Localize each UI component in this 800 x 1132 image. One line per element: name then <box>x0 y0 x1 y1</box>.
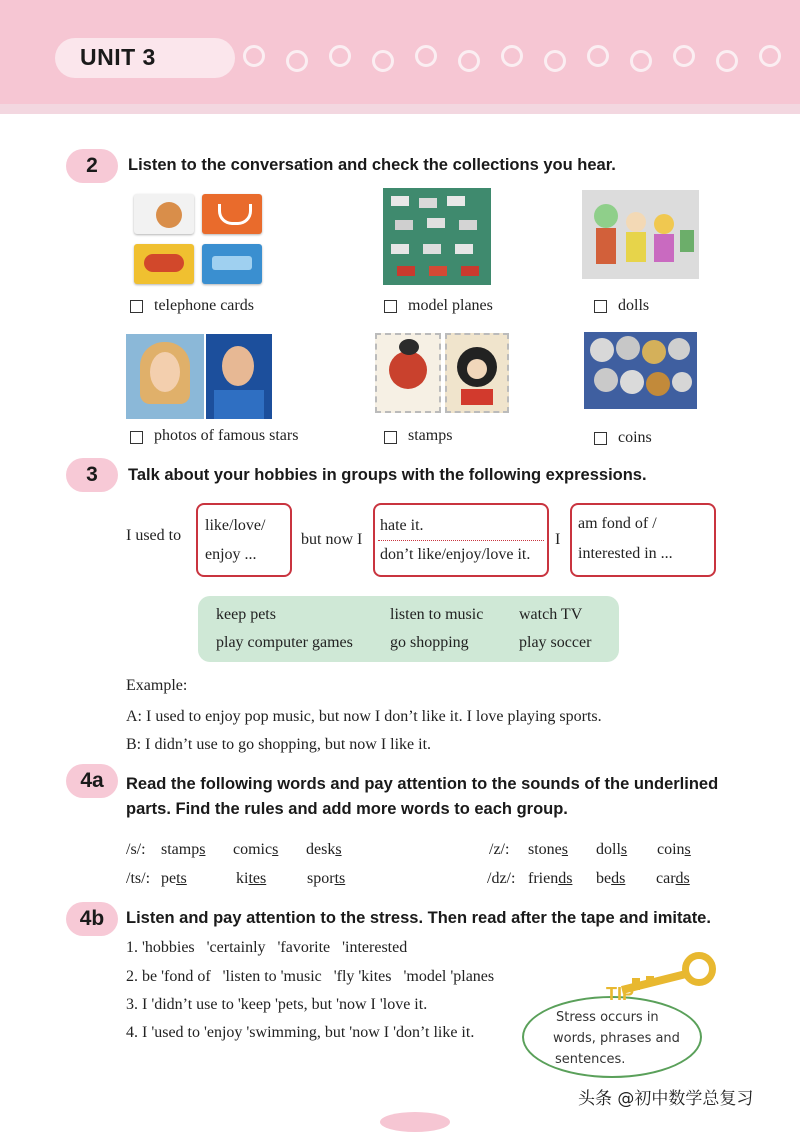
model-planes-image <box>383 188 491 285</box>
section-number-3: 3 <box>66 458 118 492</box>
tip-line-3: sentences. <box>555 1052 626 1067</box>
underlined-ending: s <box>199 841 206 858</box>
s-word <box>161 841 205 859</box>
tip-line-1: Stress occurs in <box>556 1010 659 1025</box>
ring-decoration <box>501 45 523 67</box>
section-3-title: Talk about your hobbies in groups with the following expressions. <box>128 466 647 484</box>
telephone-cards-label: telephone cards <box>154 297 254 314</box>
box2-line2: don’t like/enjoy/love it. <box>380 546 531 563</box>
box2-line1: hate it. <box>380 517 424 534</box>
dolls-image <box>582 190 699 279</box>
ts-word <box>161 870 187 888</box>
word-stem: frien <box>528 870 559 887</box>
underlined-ending: ts <box>176 870 187 887</box>
telephone-cards-image <box>134 194 264 286</box>
dz-sound-label: /dz/: <box>487 870 516 887</box>
word-stem: car <box>656 870 676 887</box>
ring-decoration <box>630 50 652 72</box>
activity-item: play soccer <box>519 634 592 651</box>
example-b: B: I didn’t use to go shopping, but now I like it. <box>126 736 432 753</box>
section-4b-title: Listen and pay attention to the stress. Then read after the tape and imitate. <box>126 909 711 927</box>
z-sound-label: /z/: <box>489 841 510 858</box>
stress-line-2: 2. be 'fond of 'listen to 'music 'fly 'kites 'model 'planes <box>126 968 495 985</box>
underlined-ending: s <box>561 841 569 858</box>
model-planes-checkbox[interactable] <box>384 300 397 313</box>
unit-title: UNIT 3 <box>80 44 156 70</box>
section-4a-title-line2: parts. Find the rules and add more words to each group. <box>126 800 568 818</box>
header-stripe <box>0 104 800 114</box>
activity-item: listen to music <box>390 606 484 623</box>
example-label: Example: <box>126 677 188 694</box>
dz-word <box>528 870 572 888</box>
word-stem: ki <box>236 870 249 887</box>
underlined-ending: ts <box>334 870 346 887</box>
word-stem: comic <box>233 841 273 858</box>
famous-stars-photos-image <box>126 334 272 419</box>
s-sound-label: /s/: <box>126 841 146 858</box>
underlined-ending: s <box>272 841 279 858</box>
but-now-text: but now I <box>301 531 363 548</box>
box1-line1: like/love/ <box>205 517 266 534</box>
dz-word <box>656 870 690 888</box>
word-stem: stone <box>528 841 562 858</box>
section-number-4a: 4a <box>66 764 118 798</box>
underlined-ending: ds <box>675 870 690 887</box>
section-2-title: Listen to the conversation and check the collections you hear. <box>128 156 616 174</box>
z-word <box>657 841 691 859</box>
ring-decoration <box>544 50 566 72</box>
ring-decoration <box>673 45 695 67</box>
stamps-image <box>375 333 509 413</box>
telephone-cards-checkbox[interactable] <box>130 300 143 313</box>
section-4a-title-line1: Read the following words and pay attention to the sounds of the underlined <box>126 775 719 793</box>
ring-decoration <box>329 45 351 67</box>
dolls-checkbox[interactable] <box>594 300 607 313</box>
example-a: A: I used to enjoy pop music, but now I don’t like it. I love playing sports. <box>126 708 602 725</box>
word-stem: be <box>596 870 612 887</box>
ts-word <box>307 870 345 888</box>
ts-word <box>236 870 266 888</box>
ring-decoration <box>458 50 480 72</box>
tip-label: TIP <box>606 984 635 1004</box>
ring-decoration <box>372 50 394 72</box>
stamps-checkbox[interactable] <box>384 431 397 444</box>
famous-stars-label: photos of famous stars <box>154 427 299 444</box>
s-word <box>233 841 278 859</box>
underlined-ending: ds <box>558 870 573 887</box>
activity-item: play computer games <box>216 634 353 651</box>
word-stem: pe <box>161 870 177 887</box>
famous-stars-checkbox[interactable] <box>130 431 143 444</box>
ring-decoration <box>243 45 265 67</box>
ring-decoration <box>716 50 738 72</box>
word-stem: coin <box>657 841 685 858</box>
model-planes-label: model planes <box>408 297 493 314</box>
stress-line-4: 4. I 'used to 'enjoy 'swimming, but 'now I 'don’t like it. <box>126 1024 475 1041</box>
ring-decoration <box>759 45 781 67</box>
word-stem: spor <box>307 870 335 887</box>
word-stem: stamp <box>161 841 200 858</box>
box3-line2: interested in ... <box>578 545 673 562</box>
z-word <box>596 841 627 859</box>
dz-word <box>596 870 625 888</box>
word-stem: doll <box>596 841 621 858</box>
z-word <box>528 841 568 859</box>
tip-line-2: words, phrases and <box>553 1031 680 1046</box>
activity-item: keep pets <box>216 606 276 623</box>
section-number-4b: 4b <box>66 902 118 936</box>
underlined-ending: ds <box>611 870 626 887</box>
underlined-ending: s <box>335 841 342 858</box>
box3-line1: am fond of / <box>578 515 657 532</box>
s-word <box>306 841 342 859</box>
stamps-label: stamps <box>408 427 453 444</box>
underlined-ending: tes <box>248 870 267 887</box>
activity-item: go shopping <box>390 634 469 651</box>
box1-line2: enjoy ... <box>205 546 257 563</box>
i-text: I <box>555 531 561 548</box>
ring-decoration <box>415 45 437 67</box>
ring-decoration <box>286 50 308 72</box>
stress-line-3: 3. I 'didn’t use to 'keep 'pets, but 'now I 'love it. <box>126 996 428 1013</box>
word-stem: desk <box>306 841 336 858</box>
ring-decoration <box>587 45 609 67</box>
underlined-ending: s <box>620 841 628 858</box>
section-number-2: 2 <box>66 149 118 183</box>
underlined-ending: s <box>684 841 691 858</box>
footer-decoration <box>380 1112 450 1132</box>
coins-image <box>584 332 697 409</box>
coins-checkbox[interactable] <box>594 432 607 445</box>
expression-box-like <box>196 503 292 577</box>
box2-divider <box>378 540 544 541</box>
used-to-text: I used to <box>126 527 182 544</box>
watermark: 头条 @初中数学总复习 <box>578 1089 754 1109</box>
coins-label: coins <box>618 429 652 446</box>
activity-item: watch TV <box>519 606 583 623</box>
stress-line-1: 1. 'hobbies 'certainly 'favorite 'interested <box>126 939 408 956</box>
ts-sound-label: /ts/: <box>126 870 151 887</box>
dolls-label: dolls <box>618 297 650 314</box>
